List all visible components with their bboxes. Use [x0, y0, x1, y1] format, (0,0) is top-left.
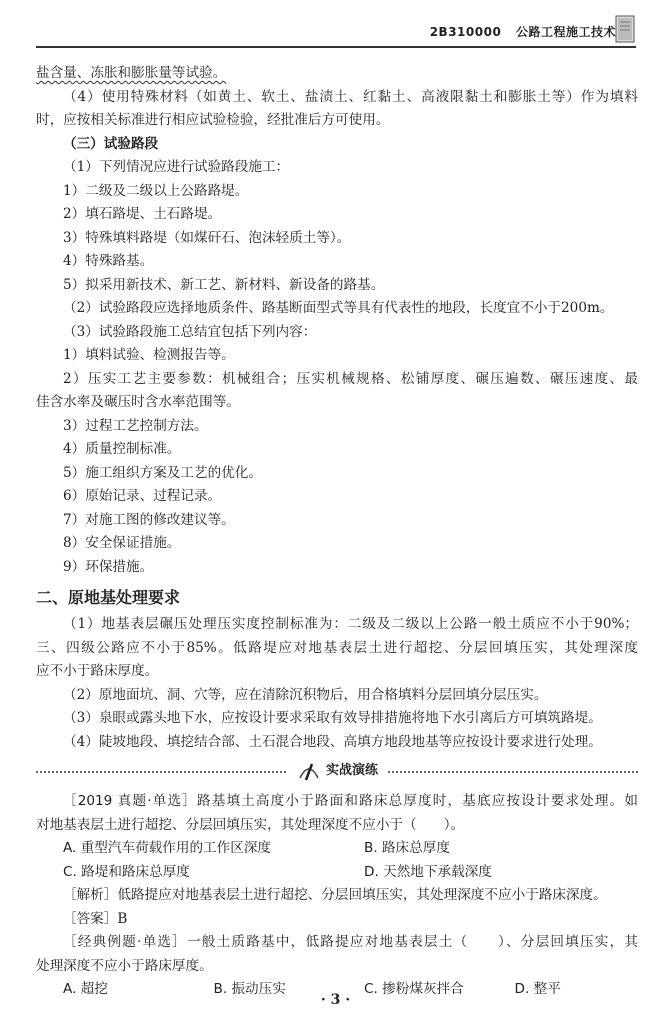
list-item: 1）填料试验、检测报告等。 [63, 347, 235, 363]
list-item: 5）拟采用新技术、新工艺、新材料、新设备的路基。 [63, 276, 385, 293]
practice-badge [286, 758, 388, 784]
list-item: 3）特殊填料路堤（如煤矸石、泡沫轻质土等）。 [63, 229, 351, 246]
text-line: （1）地基表层碾压处理压实度控制标准为：二级及二级以上公路一般土质应不小于90%； [63, 616, 638, 632]
option-d[interactable]: D. 天然地下承载深度 [364, 863, 492, 880]
text-line: 应不小于路床厚度。 [36, 663, 159, 679]
list-item: 2）填石路堤、土石路堤。 [63, 206, 222, 222]
section-heading: （三）试验路段 [63, 135, 159, 152]
question-stem: 对地基表层土进行超挖、分层回填压实，其处理深度不应小于（ ）。 [36, 816, 465, 833]
text-line: （3）试验路段施工总结宜包括下列内容： [63, 323, 317, 340]
header-code: 2B310000 [429, 25, 502, 39]
option-b[interactable]: B. 路床总厚度 [364, 840, 450, 856]
list-item: 3）过程工艺控制方法。 [63, 417, 208, 434]
practice-divider [36, 758, 638, 784]
page-header [36, 20, 636, 48]
text-line: （4）陡坡地段、填挖结合部、土石混合地段、高填方地段地基等应按设计要求进行处理。 [63, 733, 602, 750]
list-item: 2）压实工艺主要参数：机械组合；压实机械规格、松铺厚度、碾压遍数、碾压速度、最 [63, 370, 638, 387]
question-stem: 处理深度不应小于路床厚度。 [36, 957, 213, 974]
list-item: 4）特殊路基。 [63, 253, 154, 269]
option-a[interactable]: A. 超挖 [63, 981, 108, 997]
text-line: （4）使用特殊材料（如黄土、软土、盐渍土、红黏土、高液限黏土和膨胀土等）作为填料 [63, 88, 638, 105]
analysis-line: ［解析］低路提应对地基表层土进行超挖、分层回填压实，其处理深度不应小于路床深度。 [63, 887, 607, 903]
question-stem: ［2019 真题·单选］路基填土高度小于路面和路床总厚度时，基底应按设计要求处理。如 [63, 793, 638, 809]
option-a[interactable]: A. 重型汽车荷载作用的工作区深度 [63, 840, 272, 856]
list-item: 4）质量控制标准。 [63, 441, 181, 457]
question-stem: ［经典例题·单选］一般土质路基中，低路提应对地基表层土（ ）、分层回填压实，其 [63, 934, 638, 950]
text-line: （2）原地面坑、洞、穴等，应在清除沉积物后，用合格填料分层回填分层压实。 [63, 686, 548, 703]
text-line: （2）试验路段应选择地质条件、路基断面型式等具有代表性的地段，长度宜不小于200m。 [63, 300, 614, 316]
page-number: · 3 · [320, 992, 351, 1008]
list-item: 6）原始记录、过程记录。 [63, 488, 222, 504]
answer-tag: ［答案］ [63, 910, 118, 927]
list-item: 1）二级及二级以上公路路堤。 [63, 182, 249, 199]
text-line: 盐含量、冻胀和膨胀量等试验。 [36, 65, 227, 81]
option-c[interactable]: C. 掺粉煤灰拌合 [364, 981, 464, 997]
question-tag: ［经典例题·单选］ [63, 934, 187, 950]
analysis-tag: ［解析］ [63, 887, 118, 903]
practice-badge-label: 实战演练 [325, 763, 379, 778]
section-title: 二、原地基处理要求 [36, 588, 181, 607]
book-icon [614, 14, 636, 44]
option-b[interactable]: B. 振动压实 [213, 981, 286, 997]
list-item: 8）安全保证措施。 [63, 535, 181, 551]
text-line: 三、四级公路应不小于85%。低路堤应对地基表层土进行超挖、分层回填压实，其处理深度 [36, 639, 638, 656]
text-line: （3）泉眼或露头地下水，应按设计要求采取有效导排措施将地下水引离后方可填筑路堤。 [63, 710, 602, 726]
options-row [36, 837, 638, 861]
header-title: 公路工程施工技术 [515, 25, 616, 39]
question-tag: ［2019 真题·单选］ [63, 793, 197, 809]
list-item: 5）施工组织方案及工艺的优化。 [63, 464, 262, 481]
pen-icon [296, 758, 322, 784]
option-d[interactable]: D. 整平 [514, 981, 561, 997]
answer-line [36, 908, 638, 932]
text-line: 时，应按相关标准进行相应试验检验，经批准后方可使用。 [36, 112, 390, 128]
list-item: 7）对施工图的修改建议等。 [63, 511, 235, 528]
options-row [36, 861, 638, 885]
option-c[interactable]: C. 路堤和路床总厚度 [63, 863, 190, 880]
header-text [430, 23, 616, 40]
text-line: 佳含水率及碾压时含水率范围等。 [36, 394, 240, 410]
list-item: 9）环保措施。 [63, 558, 154, 575]
text-line: （1）下列情况应进行试验路段施工： [63, 159, 290, 175]
page-content [36, 62, 638, 1002]
answer-value: B [117, 910, 128, 927]
